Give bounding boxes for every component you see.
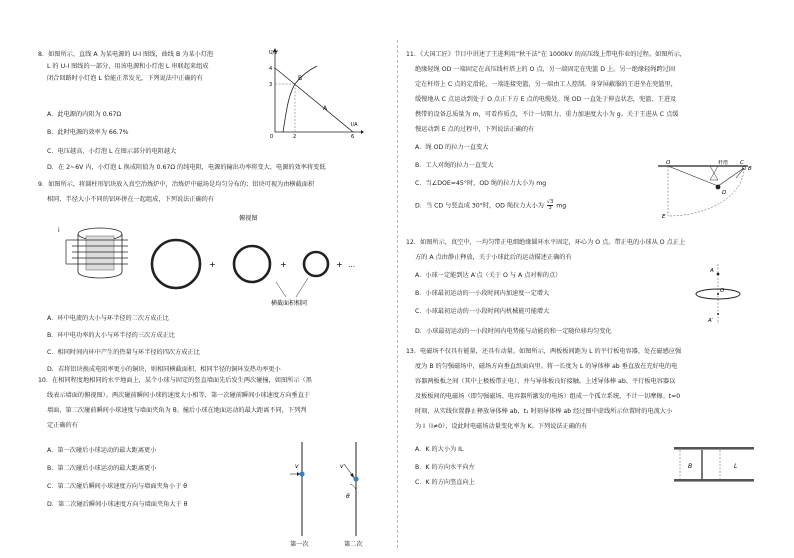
q13-option-b: B．K 的方向水平向左	[415, 464, 475, 471]
q9-pointer-1	[276, 282, 286, 297]
question-13	[406, 349, 762, 549]
q10-v2-label: v	[340, 463, 344, 470]
q9-current-label: i	[58, 227, 60, 234]
q9-option-a: A．环中电流的大小与环半径的二次方成正比	[47, 315, 169, 322]
q11-option-d-fraction	[547, 200, 553, 211]
q10-option-c: C．第二次碰后瞬间小球速度方向与墙面夹角小于 θ	[47, 483, 188, 490]
q11-label-o: O	[666, 160, 671, 166]
q13-stem-4: 及板板间的电磁场（即匀强磁场、电容器所激发的电场）组成一个孤立系统，不计一切摩擦。t=0	[415, 393, 681, 400]
q8-x-tick-2: 2	[293, 134, 297, 138]
q12-point-o	[717, 293, 719, 295]
q9-option-d: D．若将铝块换成电阻率更小的铜块，则相同横截面积、相同半径的铜环发热功率更小	[47, 366, 281, 373]
q10-v1-label: v	[295, 463, 299, 470]
q8-option-d: D．在 2~6V 内，小灯泡 L 换成阻值为 0.67Ω 的纯电阻，电源的输出功率将变大，电源的效率将变低	[47, 164, 326, 171]
q8-x-label: I/A	[351, 122, 358, 128]
q8-line-a	[275, 68, 353, 132]
q11-option-d-suffix: mg	[556, 202, 567, 210]
q12-option-a: A．小球一定能到达 A′点（关于 O 与 A 点对称的点）	[415, 272, 562, 279]
q13-bottom-plate	[674, 479, 754, 482]
q9-ring-small	[304, 252, 328, 276]
q11-stem-3: 定在杆塔上 C 点的定滑轮，一端连接兜篮，另一端由工人控制。身穿屏蔽服的王进坐在兜篮里，	[415, 81, 677, 88]
q8-y-tick-4: 4	[269, 66, 273, 72]
question-9	[38, 182, 390, 372]
q11-option-a: A．绳 OD 的拉力一直变大	[415, 144, 489, 151]
q9-furnace-icon	[66, 228, 128, 278]
q10-option-b: B．第二次碰后小球运动的最大距离更小	[47, 465, 157, 472]
q11-label-d: D	[722, 190, 727, 196]
q8-option-b: B．此时电源的效率为 66.7%	[47, 129, 129, 136]
q11-tower-label: 杆塔	[718, 160, 729, 166]
q12-label-a: A	[710, 268, 714, 274]
q13-option-c: C．K 的方向竖直向上	[415, 479, 475, 486]
q9-caption: 横截面积相同	[271, 300, 308, 307]
q10-first-label: 第一次	[290, 541, 309, 548]
q11-stem-2: 绝缘轻绳 OD 一端固定在高压线杆塔上的 O 点，另一端固定在兜篮 D 上。另一绝缘轻绳跨过固	[415, 66, 676, 73]
q10-angle-arc	[350, 484, 356, 490]
q12-stem-2: 方的 A 点由静止释放，关于小球此后的运动描述正确的有	[415, 254, 572, 261]
q11-path-arc	[668, 168, 744, 216]
q9-ring-large	[152, 240, 200, 288]
q11-label-b: B	[748, 166, 752, 172]
q8-x-arrow	[361, 130, 364, 134]
q12-point-a	[717, 273, 720, 276]
q9-plus-2: +	[280, 260, 287, 269]
q11-stem-6: 慢运动到 E 点的过程中，下列说法正确的有	[415, 126, 535, 133]
q13-stem-5: 时刻，从实线位置静止释放导体棒 ab，t₁ 时刻导体棒 ab 经过图中虚线所示位置时的电流大小	[415, 408, 673, 415]
q13-stem-1: 13．电磁场不仅具有能量，还具有动量。如图所示，两板板间距为 L 的平行板电容器，处在磁感应强	[406, 348, 682, 355]
q9-plus-3: +	[336, 260, 343, 269]
q8-label-b: B	[298, 75, 303, 82]
q9-ellipsis: …	[348, 261, 355, 269]
q12-option-c: C．小球最初运动的一小段时间内机械能可能增大	[415, 308, 550, 315]
q11-figure	[652, 160, 756, 220]
q13-stem-6: 为 I（I≠0），设此时电磁场动量变化率为 K。下列说法正确的有	[415, 423, 588, 430]
q10-stem-4: 定正确的有	[47, 422, 78, 429]
q8-option-a: A．此电源的内阻为 0.67Ω	[47, 111, 122, 118]
q9-topview-title: 俯视图	[239, 215, 258, 222]
question-8	[38, 52, 390, 182]
q8-y-tick-3: 3	[269, 82, 273, 88]
q11-frac-den: 3	[548, 205, 552, 211]
q13-label-l: L	[734, 463, 738, 470]
q11-option-b: B．工人对绳的拉力一直变大	[415, 162, 494, 169]
q13-top-plate	[674, 447, 754, 450]
q10-ball-1	[299, 471, 304, 476]
q9-ring-medium	[234, 246, 270, 282]
q9-figure	[58, 212, 398, 310]
q13-label-b: B	[688, 463, 693, 470]
q11-option-d-text: D．当 CD 与竖直成 30°时，OD 绳拉力大小为	[415, 202, 544, 210]
q11-frac-num: √3	[546, 199, 554, 205]
q13-option-a: A．K 的大小为 IL	[415, 446, 464, 453]
q11-label-e: E	[662, 214, 666, 220]
q9-option-b: B．环中电功率的大小与环半径的三次方成正比	[47, 332, 175, 339]
q12-option-b: B．小球最初运动的一小段时间内加速度一定增大	[415, 290, 550, 297]
q12-figure	[688, 260, 748, 328]
q8-stem-3: 闭合回路时小灯泡 L 恰能正常发光，下列说法中正确的有	[47, 75, 203, 82]
q11-basket-d	[716, 185, 721, 190]
q8-stem-2: L 的 U-I 图线的一部分，用该电源和小灯泡 L 串联起来组成	[47, 63, 209, 70]
question-10	[38, 378, 390, 558]
q11-stem-1: 11．《大国工匠》节目中讲述了王进利用“秋千法”在 1000kV 的高压线上带电作业的过程。如图所示，	[406, 51, 686, 58]
q12-label-o: O	[720, 288, 725, 294]
q11-rope-od	[668, 166, 718, 186]
q12-stem-1: 12．如图所示，真空中，一均匀带正电细绝缘圆环水平固定，环心为 O 点。带正电的小球从 O 点正上	[406, 239, 686, 246]
q10-option-d: D．第二次碰后瞬间小球速度方向与墙面夹角大于 θ	[47, 501, 188, 508]
question-12	[406, 240, 762, 350]
q10-option-a: A．第一次碰后小球运动的最大距离更小	[47, 447, 157, 454]
q9-stem-2: 相同、半径大小不同的铝环拼在一起组成，下列说法正确的有	[47, 196, 215, 203]
q11-label-c: C	[740, 160, 744, 166]
q11-stem-5: 携带的设备总质量为 m，可看作质点，不计一切阻力，重力加速度大小为 g。关于王进从 C 点缓	[415, 111, 679, 118]
q10-stem-2: 线表示墙面的俯视图）。两次碰前瞬间小球的速度大小相等，第一次碰前瞬间小球速度方向垂直于	[47, 392, 310, 399]
q9-option-c: C．相同时间内环中产生的热量与环半径的四次方成正比	[47, 349, 200, 356]
q8-x-tick-6: 6	[351, 134, 355, 138]
q9-plus-1: +	[209, 260, 216, 269]
q8-ui-graph	[265, 46, 365, 138]
q12-point-a-prime	[717, 313, 719, 315]
question-11	[406, 52, 762, 232]
q8-option-c: C．电压越高，小灯泡 L 在图示部分的电阻越大	[47, 148, 177, 155]
q11-stem-4: 缓慢地从 C 点运动到处于 O 点正下方 E 点的电缆处。绳 OD 一直处于伸直状态，兜篮、王进及	[415, 96, 677, 103]
q10-velocity-2-head	[350, 473, 354, 478]
q12-option-d: D．小球最初运动的一小段时间内电势能与动能的和一定随位移均匀变化	[415, 328, 612, 335]
q13-stem-3: 容器两板板之间（其中上极板带正电），并与导体板良好接触。上述导体棒 ab、平行板电容器以	[415, 378, 676, 385]
q8-y-label: U/V	[269, 50, 278, 56]
q12-label-a-prime: A′	[708, 318, 714, 324]
q8-stem-1: 8．如图所示，直线 A 为某电源的 U-I 图线，曲线 B 为某小灯泡	[38, 51, 214, 58]
q10-stem-1: 10．在相同程度地相同的水平地面上，某个小球与固定的竖直墙面先后发生两次碰撞，如图所示（黑	[38, 377, 312, 384]
q10-ball-2	[353, 476, 358, 481]
q11-option-d	[415, 200, 566, 211]
q13-stem-2: 度为 B 的匀强磁场中，磁场方向垂直纸面向里。将一长度为 L 的导体棒 ab 垂直放在充好电的电	[415, 363, 678, 370]
q13-figure	[672, 441, 756, 489]
q10-stem-3: 墙面，第二次碰前瞬间小球速度与墙面夹角为 θ。撞后小球在地面运动的最大距离不同，下列判	[47, 407, 307, 414]
q9-pointer-2	[296, 278, 308, 297]
q10-figure	[286, 438, 386, 548]
q8-label-a: A	[323, 105, 328, 112]
q8-x-tick-0: 0	[270, 134, 274, 138]
q9-stem-1: 9．如图所示，将圆柱形铝块放入真空冶炼炉中，冶炼炉中磁场是均匀分布的；铝块可视为由横截面积	[38, 181, 315, 188]
q11-option-c: C．当∠DOE=45°时，OD 绳的拉力大小为 mg	[415, 180, 547, 187]
q10-theta-label: θ	[346, 493, 350, 500]
q11-rope-cd	[718, 168, 744, 186]
q10-second-label: 第二次	[344, 541, 363, 548]
